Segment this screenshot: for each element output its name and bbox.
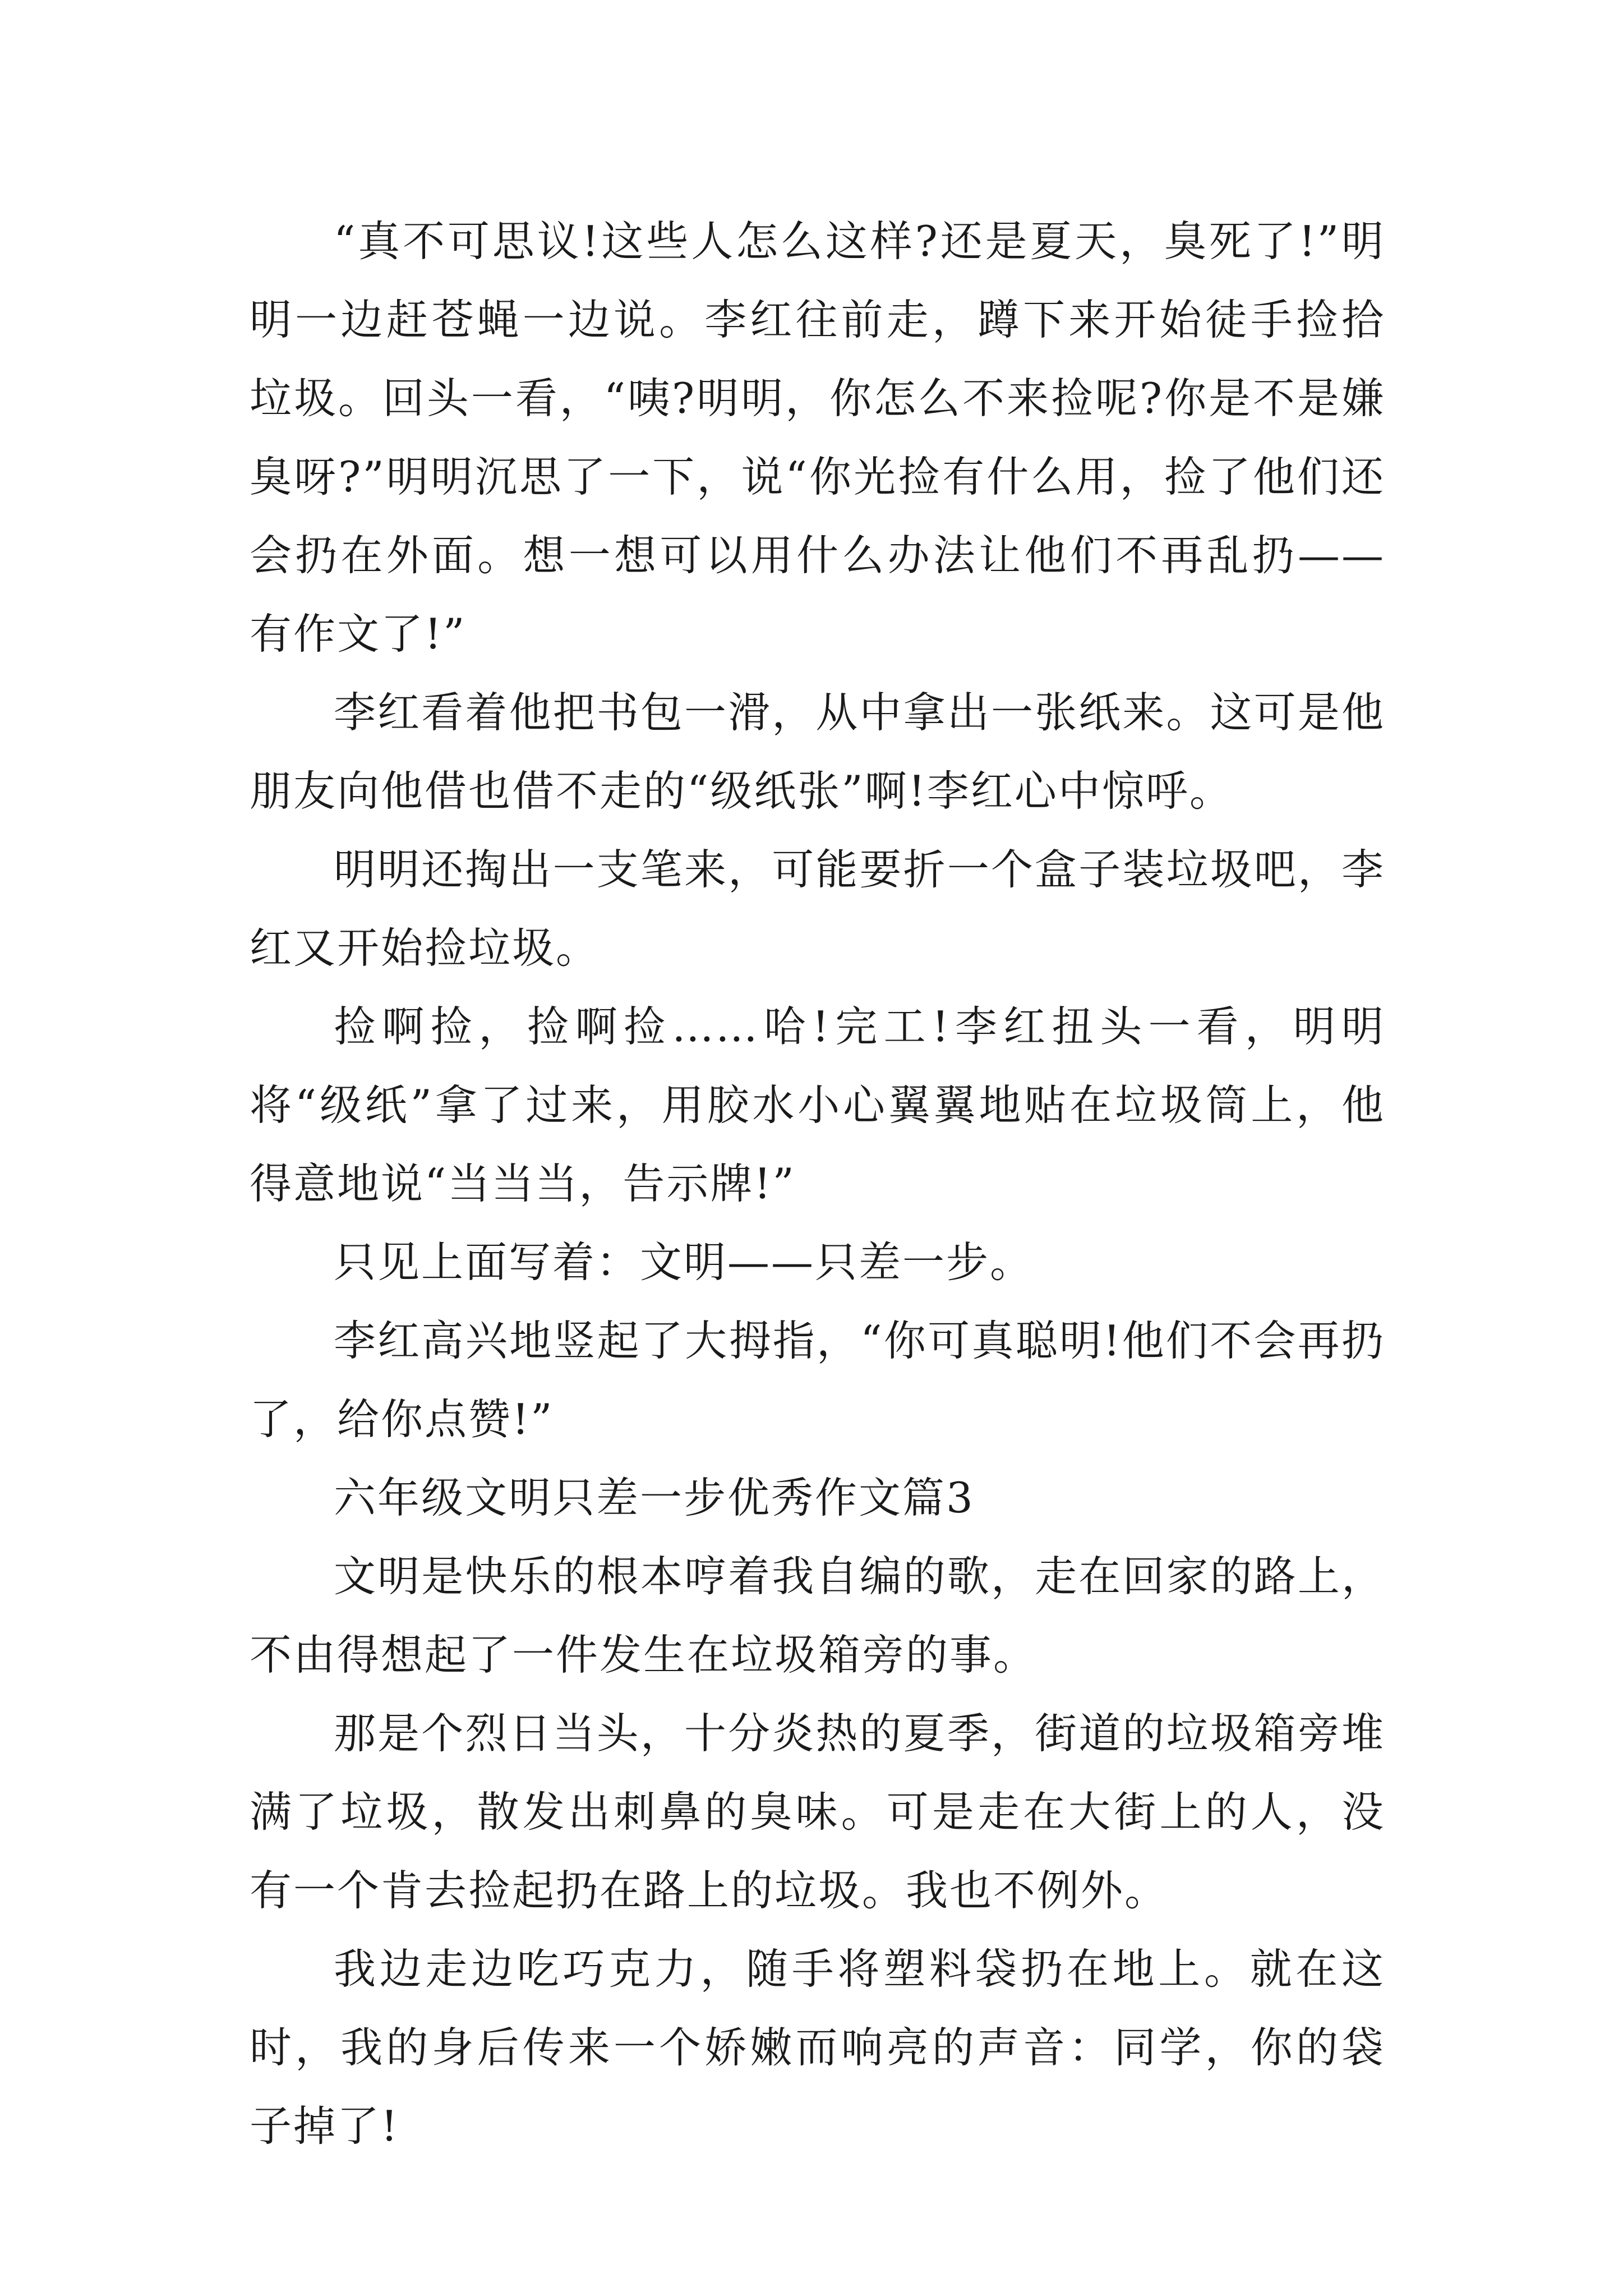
- paragraph: 捡啊捡，捡啊捡……哈!完工!李红扭头一看，明明将“级纸”拿了过来，用胶水小心翼翼地贴在垃圾筒上，他得意地说“当当当，告示牌!”: [250, 1002, 1385, 1208]
- paragraph: 我边走边吃巧克力，随手将塑料袋扔在地上。就在这时，我的身后传来一个娇嫩而响亮的声音：同学，你的袋子掉了!: [250, 1944, 1385, 2151]
- paragraph: 那是个烈日当头，十分炎热的夏季，街道的垃圾箱旁堆满了垃圾，散发出刺鼻的臭味。可是走在大街上的人，没有一个肯去捡起扔在路上的垃圾。我也不例外。: [250, 1709, 1385, 1915]
- paragraph: 李红高兴地竖起了大拇指，“你可真聪明!他们不会再扔了，给你点赞!”: [250, 1316, 1385, 1444]
- paragraph: 明明还掏出一支笔来，可能要折一个盒子装垃圾吧，李红又开始捡垃圾。: [250, 845, 1385, 973]
- paragraph: “真不可思议!这些人怎么这样?还是夏天，臭死了!”明明一边赶苍蝇一边说。李红往前走，蹲下来开始徒手捡拾垃圾。回头一看，“咦?明明，你怎么不来捡呢?你是不是嫌臭呀?”明明沉思了一下，说“你光捡有什么用，捡了他们还会扔在外面。想一想可以用什么办法让他们不再乱扔——有作文了!”: [250, 217, 1385, 659]
- paragraph: 只见上面写着：文明——只差一步。: [334, 1237, 1034, 1287]
- paragraph: 李红看着他把书包一滑，从中拿出一张纸来。这可是他朋友向他借也借不走的“级纸张”啊!李红心中惊呼。: [250, 688, 1385, 816]
- section-heading: 六年级文明只差一步优秀作文篇3: [334, 1473, 975, 1522]
- paragraph: 文明是快乐的根本哼着我自编的歌，走在回家的路上，不由得想起了一件发生在垃圾箱旁的事。: [250, 1552, 1385, 1680]
- document-body: [250, 202, 1385, 2165]
